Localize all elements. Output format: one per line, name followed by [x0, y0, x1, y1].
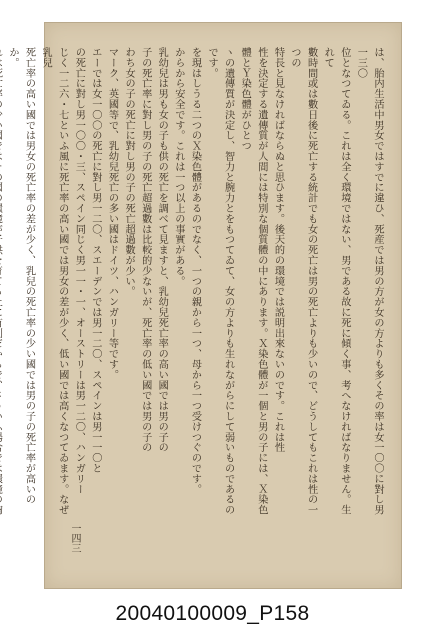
page-number: 一四三 — [69, 523, 80, 553]
text-column: からから安全です。これは一つ以上の事實がある。 — [172, 47, 184, 287]
text-column: 位となつてゐる。これは全く環境ではない、男である故に死に傾く事、考へなければなりません。生れて — [322, 47, 350, 515]
text-column — [0, 47, 3, 517]
text-column: 子の死亡率に對し男の子の死亡超過數は比較的少ないが、死亡率の低い國では男の子の — [139, 47, 151, 453]
text-column: 性を決定する遺傳質が人間には特別な個質體の中にあります。Ｘ染色體が一個と男の子には、Ｘ染色體とＹ染色體がひとつ — [239, 47, 267, 515]
text-column: ヽの遺傳質が決定し、智力と腕力とをもつてゐて、女の方よりも生れながらにして弱いものであるのです。 — [206, 47, 234, 515]
text-column: 死亡率の高い國では男女の死亡率の差が少く、乳兒の死亡率の少い國では男の子の死亡率が高いのか。 — [6, 47, 35, 505]
text-column: は、胎内生活中男女ではすでに違ひ、死産では男の方が女の方よりも多くその率は女一〇〇に對し男一三〇 — [355, 47, 383, 515]
document-page — [6, 22, 402, 589]
text-column: じく一二六・七といふ風に死亡率の高い國では男女の差が少く、低い國では高くなつてゐます。なぜ乳兒 — [40, 47, 68, 515]
text-column: エーでは女一〇〇の死亡に對し男一二〇、スエーデンでは男一二〇、スペインは男一一〇と — [89, 47, 101, 474]
text-column: わち女の子の死亡に對し男の子の死亡超過數が少い。 — [123, 47, 135, 297]
text-column: マーク、英國等で、乳幼兒死亡の多い國はドイツ、ハンガリー等です。 — [106, 47, 118, 380]
image-caption: 20040100009_P158 — [115, 602, 310, 625]
text-column: 特長と見なければならぬと思ひます。後天的の環境では説明出來ないのです。これは性 — [272, 47, 284, 453]
text-column: 數時間或は數日後に死亡する統計でも女の死亡は男の死亡よりも少いので、どうしてもこれは性の一つの — [289, 47, 317, 515]
text-column: を現はしうる二つのＸ染色體があるのでなく、一つの親から一つ、母から一つ受けつぐのです。 — [189, 47, 201, 495]
body-text — [6, 47, 385, 517]
text-column: の死亡に對し男一〇〇・三、スペイン同じく男一一・一、オーストリーは男一二〇、ハンガリー — [73, 47, 85, 495]
text-column: 乳幼兒は男も女の子も供の死亡を調べて見ますと、乳幼兒死亡率の高い國では男の子の — [156, 47, 168, 453]
